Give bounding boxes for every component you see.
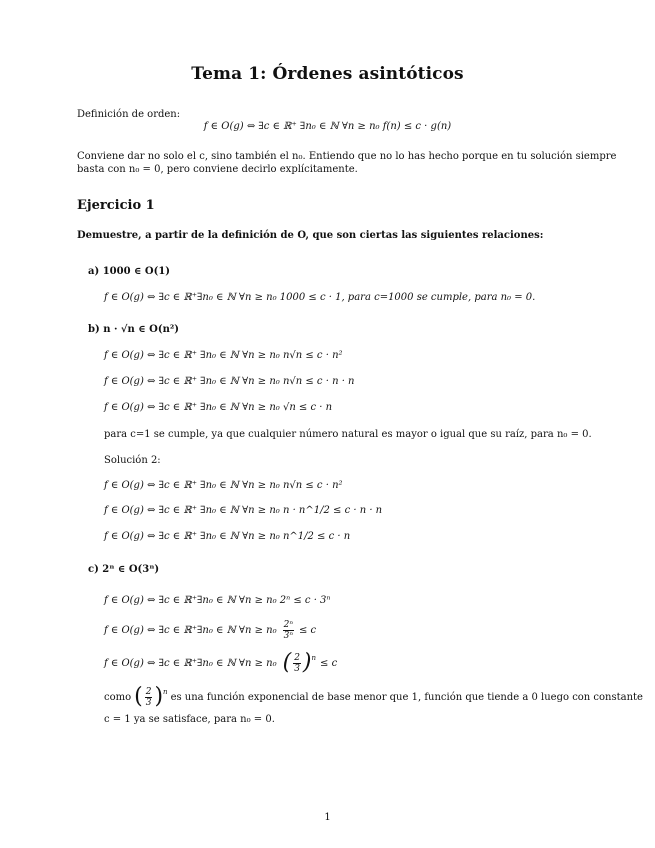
fraction-2n-over-3n <box>283 620 294 641</box>
note-line-2: basta con n₀ = 0, pero conviene decirlo explícitamente. <box>77 164 358 175</box>
note-line-1: Conviene dar no solo el c, sino también el n₀. Entiendo que no lo has hecho porque en tu solución siempre <box>77 151 617 162</box>
solution-2-label: Solución 2: <box>104 455 161 466</box>
section-c-line-3-prefix: f ∈ O(g) ⇔ ∃c ∈ ℝ⁺∃n₀ ∈ ℕ ∀n ≥ n₀ <box>104 657 277 669</box>
definition-label: Definición de orden: <box>77 109 181 120</box>
section-c-line-3 <box>104 652 337 674</box>
fraction-2-over-3 <box>145 687 153 708</box>
solution-2-line-2: f ∈ O(g) ⇔ ∃c ∈ ℝ⁺ ∃n₀ ∈ ℕ ∀n ≥ n₀ n · n^1/2 ≤ c · n · n <box>104 505 383 516</box>
left-paren-icon: ( <box>282 650 292 675</box>
solution-2-line-3: f ∈ O(g) ⇔ ∃c ∈ ℝ⁺ ∃n₀ ∈ ℕ ∀n ≥ n₀ n^1/2 ≤ c · n <box>104 531 351 542</box>
exponent: n <box>163 688 168 696</box>
section-b-line-1: f ∈ O(g) ⇔ ∃c ∈ ℝ⁺ ∃n₀ ∈ ℕ ∀n ≥ n₀ n√n ≤ c · n² <box>104 350 343 361</box>
left-paren-icon: ( <box>134 684 143 709</box>
fraction-numerator: 2 <box>145 686 152 697</box>
fraction-numerator: 2 <box>294 652 300 663</box>
fraction-denominator: 3 <box>145 697 152 708</box>
exercise-heading: Ejercicio 1 <box>77 198 155 213</box>
section-c-line-2-suffix: ≤ c <box>298 625 317 636</box>
exercise-statement: Demuestre, a partir de la definición de O, que son ciertas las siguientes relaciones: <box>77 230 544 241</box>
exponent: n <box>311 654 317 662</box>
fraction-2-over-3 <box>293 653 301 674</box>
page-number: 1 <box>324 812 331 823</box>
section-b-line-3: f ∈ O(g) ⇔ ∃c ∈ ℝ⁺ ∃n₀ ∈ ℕ ∀n ≥ n₀ √n ≤ c · n <box>104 402 333 413</box>
fraction-numerator: 2ⁿ <box>283 620 293 630</box>
fraction-denominator: 3ⁿ <box>283 631 293 641</box>
section-c-conclusion <box>104 686 643 708</box>
section-c-line-3-suffix: ≤ c <box>320 657 338 669</box>
conclusion-text: es una función exponencial de base menor que 1, función que tiende a 0 luego con constante <box>170 691 643 703</box>
section-c-line-2-prefix: f ∈ O(g) ⇔ ∃c ∈ ℝ⁺∃n₀ ∈ ℕ ∀n ≥ n₀ <box>104 625 277 636</box>
section-b-conclusion: para c=1 se cumple, ya que cualquier número natural es mayor o igual que su raíz, para n₀ = 0. <box>104 429 592 440</box>
right-paren-icon: ) <box>302 650 312 675</box>
right-paren-icon: ) <box>154 684 164 709</box>
section-c-heading: c) 2ⁿ ∈ O(3ⁿ) <box>88 564 160 575</box>
fraction-denominator: 3 <box>294 663 300 674</box>
section-b-heading: b) n · √n ∈ O(n²) <box>88 324 179 335</box>
page-title: Tema 1: Órdenes asintóticos <box>191 64 464 84</box>
definition-formula: f ∈ O(g) ⇔ ∃c ∈ ℝ⁺ ∃n₀ ∈ ℕ ∀n ≥ n₀ f(n) ≤ c · g(n) <box>203 121 452 132</box>
section-a-heading: a) 1000 ∈ O(1) <box>88 266 171 277</box>
solution-2-line-1: f ∈ O(g) ⇔ ∃c ∈ ℝ⁺ ∃n₀ ∈ ℕ ∀n ≥ n₀ n√n ≤ c · n² <box>104 480 343 491</box>
conclusion-prefix: como <box>104 691 132 703</box>
section-a-line: f ∈ O(g) ⇔ ∃c ∈ ℝ⁺∃n₀ ∈ ℕ ∀n ≥ n₀ 1000 ≤ c · 1, para c=1000 se cumple, para n₀ = 0. <box>104 292 536 303</box>
section-c-line-2 <box>104 620 316 641</box>
section-b-line-2: f ∈ O(g) ⇔ ∃c ∈ ℝ⁺ ∃n₀ ∈ ℕ ∀n ≥ n₀ n√n ≤ c · n · n <box>104 376 355 387</box>
section-c-line-1: f ∈ O(g) ⇔ ∃c ∈ ℝ⁺∃n₀ ∈ ℕ ∀n ≥ n₀ 2ⁿ ≤ c · 3ⁿ <box>104 595 331 606</box>
section-c-conclusion-line-2: c = 1 ya se satisface, para n₀ = 0. <box>104 714 275 725</box>
